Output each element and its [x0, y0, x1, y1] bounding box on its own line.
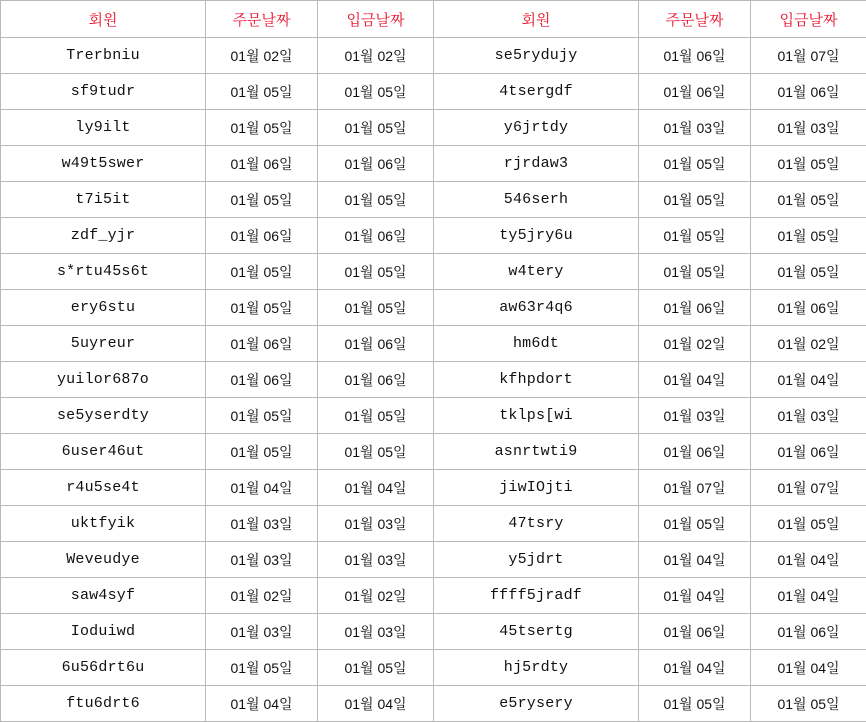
payment-date-cell: 01월 05일 — [751, 686, 866, 722]
table-row — [1, 290, 866, 326]
order-date-cell: 01월 04일 — [206, 470, 318, 506]
order-date-cell: 01월 05일 — [206, 434, 318, 470]
table-row — [1, 506, 866, 542]
member-name-cell: Trerbniu — [1, 38, 206, 74]
table-row — [1, 686, 866, 722]
order-date-cell: 01월 06일 — [206, 218, 318, 254]
member-name-cell: 6u56drt6u — [1, 650, 206, 686]
order-date-cell: 01월 04일 — [639, 578, 751, 614]
member-name-cell: 546serh — [434, 182, 639, 218]
member-name-cell: 5uyreur — [1, 326, 206, 362]
member-name-cell: aw63r4q6 — [434, 290, 639, 326]
payment-date-cell: 01월 06일 — [318, 146, 434, 182]
member-name-cell: ffff5jradf — [434, 578, 639, 614]
member-name-cell: asnrtwti9 — [434, 434, 639, 470]
order-date-cell: 01월 04일 — [206, 686, 318, 722]
order-date-cell: 01월 05일 — [206, 254, 318, 290]
table-row — [1, 182, 866, 218]
table-header-row — [1, 1, 866, 38]
payment-date-cell: 01월 05일 — [751, 218, 866, 254]
order-date-cell: 01월 05일 — [639, 146, 751, 182]
payment-date-cell: 01월 05일 — [318, 398, 434, 434]
member-name-cell: Weveudye — [1, 542, 206, 578]
member-name-cell: e5rysery — [434, 686, 639, 722]
order-date-cell: 01월 03일 — [639, 110, 751, 146]
member-name-cell: Ioduiwd — [1, 614, 206, 650]
table-header — [1, 1, 866, 38]
payment-date-cell: 01월 05일 — [751, 254, 866, 290]
member-name-cell: y6jrtdy — [434, 110, 639, 146]
member-name-cell: se5yserdty — [1, 398, 206, 434]
payment-date-cell: 01월 03일 — [318, 542, 434, 578]
payment-date-cell: 01월 04일 — [318, 470, 434, 506]
member-name-cell: ty5jry6u — [434, 218, 639, 254]
payment-date-cell: 01월 04일 — [751, 650, 866, 686]
payment-date-cell: 01월 05일 — [751, 146, 866, 182]
order-date-cell: 01월 06일 — [639, 614, 751, 650]
payment-date-cell: 01월 03일 — [318, 506, 434, 542]
member-name-cell: w49t5swer — [1, 146, 206, 182]
order-date-cell: 01월 06일 — [639, 74, 751, 110]
order-date-cell: 01월 06일 — [206, 362, 318, 398]
member-name-cell: ery6stu — [1, 290, 206, 326]
order-date-cell: 01월 06일 — [206, 326, 318, 362]
table-row — [1, 542, 866, 578]
table-row — [1, 326, 866, 362]
member-name-cell: ftu6drt6 — [1, 686, 206, 722]
table-row — [1, 578, 866, 614]
column-header-payment-date-left: 입금날짜 — [318, 1, 434, 38]
order-date-cell: 01월 04일 — [639, 362, 751, 398]
order-date-cell: 01월 04일 — [639, 542, 751, 578]
member-name-cell: 45tsertg — [434, 614, 639, 650]
order-date-cell: 01월 06일 — [639, 434, 751, 470]
payment-date-cell: 01월 06일 — [318, 326, 434, 362]
member-name-cell: uktfyik — [1, 506, 206, 542]
payment-date-cell: 01월 06일 — [751, 290, 866, 326]
column-header-order-date-right: 주문날짜 — [639, 1, 751, 38]
order-date-cell: 01월 05일 — [206, 650, 318, 686]
payment-date-cell: 01월 07일 — [751, 38, 866, 74]
order-date-cell: 01월 04일 — [639, 650, 751, 686]
order-date-cell: 01월 05일 — [206, 182, 318, 218]
member-name-cell: w4tery — [434, 254, 639, 290]
order-date-cell: 01월 03일 — [639, 398, 751, 434]
order-date-cell: 01월 05일 — [206, 110, 318, 146]
order-date-cell: 01월 05일 — [639, 506, 751, 542]
order-date-cell: 01월 05일 — [639, 218, 751, 254]
table-body — [1, 38, 866, 722]
payment-date-cell: 01월 03일 — [751, 398, 866, 434]
member-name-cell: tklps[wi — [434, 398, 639, 434]
order-date-cell: 01월 05일 — [206, 74, 318, 110]
table-row — [1, 362, 866, 398]
order-date-cell: 01월 05일 — [639, 254, 751, 290]
member-name-cell: r4u5se4t — [1, 470, 206, 506]
member-name-cell: y5jdrt — [434, 542, 639, 578]
member-name-cell: yuilor687o — [1, 362, 206, 398]
member-name-cell: hj5rdty — [434, 650, 639, 686]
member-name-cell: ly9ilt — [1, 110, 206, 146]
member-name-cell: t7i5it — [1, 182, 206, 218]
payment-date-cell: 01월 05일 — [751, 182, 866, 218]
column-header-order-date-left: 주문날짜 — [206, 1, 318, 38]
member-name-cell: 6user46ut — [1, 434, 206, 470]
table-row — [1, 614, 866, 650]
order-date-cell: 01월 06일 — [639, 290, 751, 326]
member-name-cell: se5ryduјy — [434, 38, 639, 74]
table-row — [1, 650, 866, 686]
order-date-cell: 01월 02일 — [206, 38, 318, 74]
member-name-cell: hm6dt — [434, 326, 639, 362]
payment-date-cell: 01월 05일 — [318, 650, 434, 686]
order-date-cell: 01월 05일 — [639, 686, 751, 722]
order-date-cell: 01월 02일 — [206, 578, 318, 614]
order-date-cell: 01월 07일 — [639, 470, 751, 506]
column-header-member-left: 회원 — [1, 1, 206, 38]
payment-date-cell: 01월 02일 — [318, 578, 434, 614]
order-date-cell: 01월 02일 — [639, 326, 751, 362]
column-header-payment-date-right: 입금날짜 — [751, 1, 866, 38]
table-row — [1, 254, 866, 290]
member-name-cell: rjrdaw3 — [434, 146, 639, 182]
order-date-cell: 01월 03일 — [206, 506, 318, 542]
payment-date-cell: 01월 05일 — [318, 182, 434, 218]
order-date-cell: 01월 03일 — [206, 542, 318, 578]
order-date-cell: 01월 03일 — [206, 614, 318, 650]
member-name-cell: saw4syf — [1, 578, 206, 614]
payment-date-cell: 01월 02일 — [318, 38, 434, 74]
payment-date-cell: 01월 06일 — [751, 614, 866, 650]
payment-date-cell: 01월 05일 — [318, 74, 434, 110]
payment-date-cell: 01월 06일 — [751, 74, 866, 110]
table-row — [1, 74, 866, 110]
payment-date-cell: 01월 04일 — [318, 686, 434, 722]
payment-date-cell: 01월 06일 — [318, 218, 434, 254]
payment-date-cell: 01월 04일 — [751, 362, 866, 398]
payment-date-cell: 01월 02일 — [751, 326, 866, 362]
payment-date-cell: 01월 05일 — [318, 110, 434, 146]
column-header-member-right: 회원 — [434, 1, 639, 38]
member-name-cell: 47tsry — [434, 506, 639, 542]
payment-date-cell: 01월 07일 — [751, 470, 866, 506]
order-date-cell: 01월 05일 — [639, 182, 751, 218]
payment-date-cell: 01월 05일 — [318, 434, 434, 470]
order-date-cell: 01월 05일 — [206, 398, 318, 434]
payment-date-cell: 01월 05일 — [751, 506, 866, 542]
payment-date-cell: 01월 05일 — [318, 290, 434, 326]
table-row — [1, 38, 866, 74]
order-date-cell: 01월 06일 — [639, 38, 751, 74]
member-name-cell: jiwIOjti — [434, 470, 639, 506]
payment-date-cell: 01월 05일 — [318, 254, 434, 290]
member-name-cell: s*rtu45s6t — [1, 254, 206, 290]
order-date-cell: 01월 06일 — [206, 146, 318, 182]
payment-date-cell: 01월 03일 — [318, 614, 434, 650]
table-row — [1, 146, 866, 182]
payment-date-cell: 01월 04일 — [751, 578, 866, 614]
payment-date-cell: 01월 03일 — [751, 110, 866, 146]
member-name-cell: kfhpdort — [434, 362, 639, 398]
payment-date-cell: 01월 04일 — [751, 542, 866, 578]
table-row — [1, 398, 866, 434]
payment-date-cell: 01월 06일 — [318, 362, 434, 398]
member-name-cell: zdf_yjr — [1, 218, 206, 254]
member-name-cell: 4tsergdf — [434, 74, 639, 110]
member-name-cell: sf9tudr — [1, 74, 206, 110]
table-row — [1, 434, 866, 470]
order-date-cell: 01월 05일 — [206, 290, 318, 326]
table-row — [1, 470, 866, 506]
table-row — [1, 218, 866, 254]
payment-date-cell: 01월 06일 — [751, 434, 866, 470]
table-row — [1, 110, 866, 146]
